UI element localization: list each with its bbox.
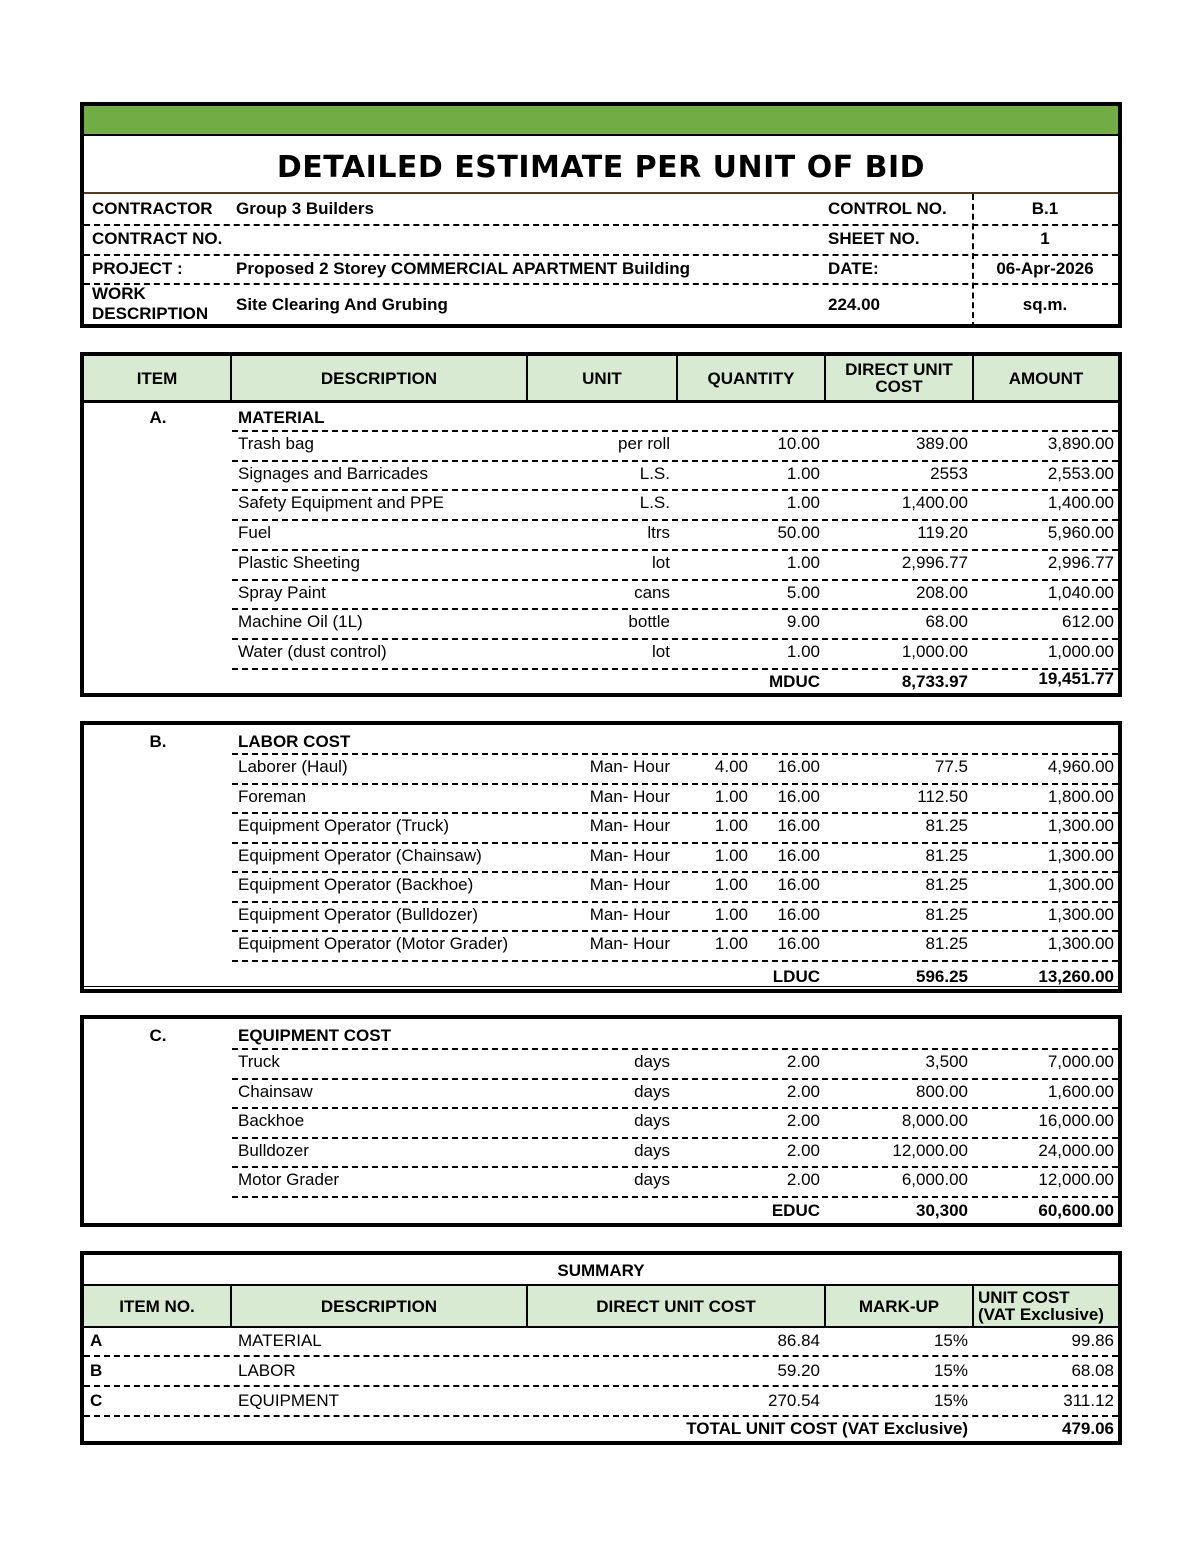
row-amount: 24,000.00 (1038, 1140, 1114, 1160)
row-direct-unit-cost: 8,000.00 (901, 1111, 968, 1131)
row-crew-count: 1.00 (714, 845, 748, 865)
row-description: Fuel (238, 523, 272, 543)
contractor-label: CONTRACTOR (92, 199, 213, 218)
sheet-no-label: SHEET NO. (828, 229, 920, 248)
row-divider (232, 783, 1118, 785)
col-header-amount: AMOUNT (974, 356, 1118, 400)
col-header-direct-unit-cost (826, 356, 974, 400)
row-divider (232, 930, 1118, 932)
row-divider (232, 1078, 1118, 1080)
row-quantity: 2.00 (786, 1111, 820, 1131)
summary-col-item: ITEM NO. (84, 1286, 232, 1326)
row-amount: 3,890.00 (1047, 434, 1114, 453)
summary-section (80, 1251, 1122, 1445)
row-quantity: 16.00 (777, 934, 820, 953)
row-divider (232, 430, 1118, 432)
row-crew-count: 1.00 (714, 875, 748, 894)
summary-markup: 15% (933, 1391, 968, 1410)
date-label: DATE: (828, 259, 879, 278)
row-amount: 1,800.00 (1047, 786, 1114, 806)
row-unit: Man- Hour (589, 816, 670, 835)
row-amount: 1,300.00 (1047, 845, 1114, 865)
row-divider (84, 283, 1118, 285)
section-title: MATERIAL (238, 408, 325, 427)
row-amount: 2,553.00 (1047, 463, 1114, 483)
col-header-quantity: QUANTITY (678, 356, 826, 400)
work-label-line2: DESCRIPTION (92, 304, 209, 323)
work-quantity: 224.00 (828, 295, 880, 314)
row-description: Plastic Sheeting (238, 552, 360, 572)
row-direct-unit-cost: 800.00 (916, 1081, 968, 1101)
lduc-amount: 13,260.00 (1038, 967, 1114, 986)
row-description: Truck (238, 1052, 280, 1071)
summary-col-description: DESCRIPTION (232, 1286, 528, 1326)
row-direct-unit-cost: 12,000.00 (892, 1140, 968, 1160)
header-underline (84, 400, 1118, 403)
row-direct-unit-cost: 81.25 (925, 816, 968, 835)
row-amount: 1,300.00 (1047, 816, 1114, 835)
row-quantity: 1.00 (786, 552, 820, 572)
section-item-letter: C. (149, 1026, 167, 1045)
row-unit: days (634, 1140, 670, 1160)
summary-direct-unit-cost: 59.20 (777, 1361, 820, 1380)
row-description: Water (dust control) (238, 641, 387, 661)
row-divider (232, 1196, 1118, 1198)
col-header-unit: UNIT (528, 356, 678, 400)
row-direct-unit-cost: 77.5 (934, 757, 968, 776)
lduc-cost: 596.25 (916, 967, 968, 986)
row-divider (232, 1048, 1118, 1050)
row-description: Equipment Operator (Chainsaw) (238, 845, 482, 865)
row-direct-unit-cost: 81.25 (925, 934, 968, 953)
material-section (80, 352, 1122, 697)
row-amount: 1,600.00 (1047, 1081, 1114, 1101)
row-amount: 5,960.00 (1047, 523, 1114, 543)
row-divider (232, 901, 1118, 903)
row-direct-unit-cost: 6,000.00 (901, 1170, 968, 1190)
row-description: Equipment Operator (Backhoe) (238, 875, 474, 894)
col-header-description: DESCRIPTION (232, 356, 528, 400)
sheet-no-value: 1 (1040, 229, 1050, 248)
row-divider (232, 753, 1118, 755)
row-amount: 1,300.00 (1047, 904, 1114, 924)
row-quantity: 16.00 (777, 904, 820, 924)
row-divider (84, 1355, 1118, 1357)
header-box (80, 102, 1122, 328)
row-direct-unit-cost: 81.25 (925, 904, 968, 924)
row-divider (232, 1107, 1118, 1109)
row-quantity: 1.00 (786, 463, 820, 483)
row-unit: Man- Hour (589, 875, 670, 894)
row-unit: Man- Hour (589, 757, 670, 776)
row-amount: 7,000.00 (1047, 1052, 1114, 1071)
summary-title: SUMMARY (557, 1261, 645, 1280)
row-description: Trash bag (238, 434, 314, 453)
row-description: Machine Oil (1L) (238, 612, 363, 632)
row-amount: 12,000.00 (1038, 1170, 1114, 1190)
mduc-cost: 8,733.97 (901, 672, 968, 691)
summary-direct-unit-cost: 270.54 (768, 1391, 820, 1410)
row-unit: Man- Hour (589, 904, 670, 924)
summary-markup: 15% (933, 1331, 968, 1350)
row-quantity: 16.00 (777, 816, 820, 835)
row-unit: L.S. (639, 493, 670, 513)
summary-markup: 15% (933, 1361, 968, 1380)
summary-col-direct-unit-cost: DIRECT UNIT COST (528, 1286, 826, 1326)
summary-col-markup: MARK-UP (826, 1286, 974, 1326)
section-item-letter: A. (149, 408, 167, 427)
row-description: Laborer (Haul) (238, 757, 348, 776)
row-quantity: 16.00 (777, 875, 820, 894)
row-amount: 1,040.00 (1047, 582, 1114, 602)
row-divider (232, 812, 1118, 814)
row-description: Backhoe (238, 1111, 305, 1131)
summary-description: MATERIAL (238, 1331, 322, 1350)
row-divider (232, 549, 1118, 551)
row-unit: bottle (628, 612, 670, 632)
row-crew-count: 1.00 (714, 904, 748, 924)
educ-label: EDUC (771, 1201, 820, 1220)
summary-direct-unit-cost: 86.84 (777, 1331, 820, 1350)
row-divider (232, 960, 1118, 962)
row-divider (84, 224, 1118, 226)
row-description: Equipment Operator (Motor Grader) (238, 934, 509, 953)
project-label: PROJECT : (92, 259, 183, 278)
project-value: Proposed 2 Storey COMMERCIAL APARTMENT Building (236, 259, 690, 278)
row-quantity: 16.00 (777, 786, 820, 806)
row-unit: Man- Hour (589, 845, 670, 865)
row-amount: 612.00 (1062, 612, 1114, 632)
row-direct-unit-cost: 68.00 (925, 612, 968, 632)
col-header-cost-line2: COST (875, 377, 923, 396)
summary-item-no: C (90, 1391, 103, 1410)
contract-no-label: CONTRACT NO. (92, 229, 223, 248)
row-divider (232, 638, 1118, 640)
row-unit: lot (652, 552, 670, 572)
row-unit: ltrs (647, 523, 670, 543)
summary-unit-cost: 68.08 (1071, 1361, 1114, 1380)
row-unit: L.S. (639, 463, 670, 483)
row-amount: 1,000.00 (1047, 641, 1114, 661)
summary-col-unit-cost-line1: UNIT COST (978, 1288, 1070, 1307)
row-quantity: 2.00 (786, 1170, 820, 1190)
row-direct-unit-cost: 112.50 (917, 786, 968, 806)
educ-cost: 30,300 (916, 1201, 968, 1220)
row-quantity: 2.00 (786, 1052, 820, 1071)
work-label-line1: WORK (92, 284, 146, 303)
row-divider (84, 254, 1118, 256)
row-unit: days (634, 1081, 670, 1101)
row-unit: lot (652, 641, 670, 661)
row-unit: cans (634, 582, 670, 602)
mduc-amount: 19,451.77 (1038, 669, 1114, 688)
col-header-cost-line1: DIRECT UNIT (845, 360, 953, 379)
row-unit: days (634, 1170, 670, 1190)
row-divider (232, 460, 1118, 462)
row-direct-unit-cost: 1,400.00 (901, 493, 968, 513)
date-value: 06-Apr-2026 (996, 259, 1094, 278)
row-amount: 16,000.00 (1038, 1111, 1114, 1131)
row-divider (232, 579, 1118, 581)
row-direct-unit-cost: 2,996.77 (901, 552, 968, 572)
total-unit-cost-label: TOTAL UNIT COST (VAT Exclusive) (686, 1419, 968, 1438)
row-crew-count: 1.00 (714, 816, 748, 835)
row-direct-unit-cost: 81.25 (925, 845, 968, 865)
total-unit-cost-value: 479.06 (1062, 1419, 1114, 1438)
row-description: Signages and Barricades (238, 463, 428, 483)
summary-unit-cost: 311.12 (1063, 1391, 1114, 1410)
work-description-value: Site Clearing And Grubing (236, 295, 448, 314)
educ-amount: 60,600.00 (1038, 1201, 1114, 1220)
row-unit: per roll (618, 434, 670, 453)
row-quantity: 16.00 (777, 757, 820, 776)
col-header-item: ITEM (84, 356, 232, 400)
row-quantity: 9.00 (786, 612, 820, 632)
row-unit: Man- Hour (589, 786, 670, 806)
row-amount: 1,300.00 (1047, 875, 1114, 894)
double-rule (84, 986, 1118, 987)
row-divider (232, 489, 1118, 491)
row-unit: Man- Hour (589, 934, 670, 953)
summary-header-rule (84, 1326, 1118, 1328)
row-direct-unit-cost: 1,000.00 (901, 641, 968, 661)
header-accent-bar (84, 106, 1118, 136)
row-direct-unit-cost: 81.25 (925, 875, 968, 894)
row-amount: 2,996.77 (1047, 552, 1114, 572)
row-unit: days (634, 1111, 670, 1131)
row-description: Chainsaw (238, 1081, 313, 1101)
row-unit: days (634, 1052, 670, 1071)
row-quantity: 2.00 (786, 1140, 820, 1160)
row-crew-count: 1.00 (714, 934, 748, 953)
row-description: Bulldozer (238, 1140, 309, 1160)
control-no-value: B.1 (1031, 199, 1059, 218)
control-no-label: CONTROL NO. (828, 199, 947, 218)
title-divider (84, 192, 1118, 194)
summary-description: LABOR (238, 1361, 296, 1380)
row-divider (232, 842, 1118, 844)
section-item-letter: B. (149, 732, 167, 751)
row-description: Motor Grader (238, 1170, 340, 1190)
row-quantity: 1.00 (786, 641, 820, 661)
row-divider (232, 871, 1118, 873)
summary-description: EQUIPMENT (238, 1391, 340, 1410)
row-divider (84, 1385, 1118, 1387)
row-quantity: 2.00 (786, 1081, 820, 1101)
row-crew-count: 4.00 (714, 757, 748, 776)
row-description: Foreman (238, 786, 307, 806)
summary-col-unit-cost (974, 1286, 1118, 1326)
column-divider (972, 194, 974, 328)
work-unit: sq.m. (1022, 295, 1068, 314)
row-quantity: 1.00 (786, 493, 820, 513)
row-direct-unit-cost: 208.00 (916, 582, 968, 602)
row-amount: 1,400.00 (1047, 493, 1114, 513)
row-quantity: 16.00 (777, 845, 820, 865)
row-direct-unit-cost: 3,500 (925, 1052, 968, 1071)
row-divider (232, 608, 1118, 610)
section-title: LABOR COST (238, 732, 351, 751)
labor-section (80, 721, 1122, 993)
row-divider (232, 1166, 1118, 1168)
row-direct-unit-cost: 2553 (930, 463, 968, 483)
contractor-value: Group 3 Builders (236, 199, 374, 218)
row-description: Equipment Operator (Truck) (238, 816, 449, 835)
equipment-section (80, 1015, 1122, 1227)
row-divider (232, 519, 1118, 521)
row-crew-count: 1.00 (714, 786, 748, 806)
page-title: DETAILED ESTIMATE PER UNIT OF BID (276, 150, 926, 185)
row-direct-unit-cost: 119.20 (917, 523, 968, 543)
row-divider (84, 1415, 1118, 1417)
summary-item-no: B (90, 1361, 103, 1380)
summary-item-no: A (90, 1331, 103, 1350)
row-description: Equipment Operator (Bulldozer) (238, 904, 479, 924)
summary-col-unit-cost-line2: (VAT Exclusive) (978, 1305, 1104, 1324)
row-quantity: 50.00 (777, 523, 820, 543)
lduc-label: LDUC (772, 967, 820, 986)
row-quantity: 10.00 (777, 434, 820, 453)
row-description: Spray Paint (238, 582, 326, 602)
row-quantity: 5.00 (786, 582, 820, 602)
row-description: Safety Equipment and PPE (238, 493, 445, 513)
row-direct-unit-cost: 389.00 (916, 434, 968, 453)
row-amount: 4,960.00 (1047, 757, 1114, 776)
row-amount: 1,300.00 (1047, 934, 1114, 953)
row-divider (232, 1137, 1118, 1139)
summary-unit-cost: 99.86 (1071, 1331, 1114, 1350)
section-title: EQUIPMENT COST (238, 1026, 392, 1045)
mduc-label: MDUC (769, 672, 820, 691)
